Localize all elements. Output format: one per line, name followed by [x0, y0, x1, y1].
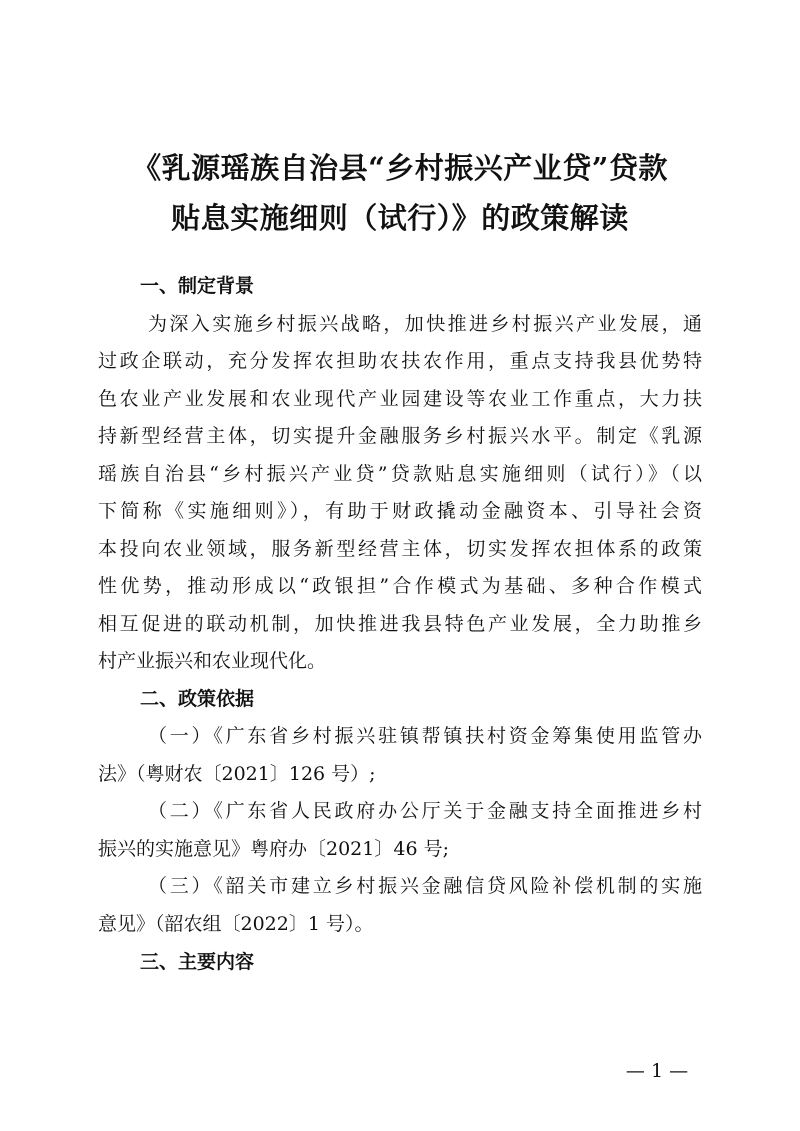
- policy-item-line: 意见》（韶农组〔2022〕1 号）。: [98, 913, 374, 935]
- policy-item-line: 法》（粤财农〔2021〕126 号）;: [98, 763, 376, 785]
- paragraph-line: 色农业产业发展和农业现代产业园建设等农业工作重点，大力扶: [98, 388, 702, 410]
- paragraph-line: 为深入实施乡村振兴战略，加快推进乡村振兴产业发展，通: [148, 313, 702, 335]
- paragraph-line: 持新型经营主体，切实提升金融服务乡村振兴水平。制定《乳源: [98, 425, 702, 447]
- policy-item-line: （三）《韶关市建立乡村振兴金融信贷风险补偿机制的实施: [148, 875, 702, 897]
- section-heading-policy-basis: 二、政策依据: [140, 688, 255, 710]
- document-title-line-2: 贴息实施细则（试行）》的政策解读: [171, 201, 629, 235]
- paragraph-line: 过政企联动，充分发挥农担助农扶农作用，重点支持我县优势特: [98, 350, 702, 372]
- paragraph-line: 下简称《实施细则》），有助于财政撬动金融资本、引导社会资: [98, 500, 702, 522]
- policy-item-line: 振兴的实施意见》粤府办〔2021〕46 号;: [98, 838, 449, 860]
- paragraph-line: 性优势，推动形成以“政银担”合作模式为基础、多种合作模式: [98, 575, 702, 597]
- paragraph-line: 相互促进的联动机制，加快推进我县特色产业发展，全力助推乡: [98, 613, 702, 635]
- section-heading-background: 一、制定背景: [140, 275, 255, 297]
- policy-item-line: （一）《广东省乡村振兴驻镇帮镇扶村资金筹集使用监管办: [148, 725, 702, 747]
- paragraph-line: 瑶族自治县“乡村振兴产业贷”贷款贴息实施细则（试行）》（以: [98, 463, 702, 485]
- policy-item-line: （二）《广东省人民政府办公厅关于金融支持全面推进乡村: [148, 800, 702, 822]
- document-title-line-1: 《乳源瑶族自治县“乡村振兴产业贷”贷款: [132, 151, 668, 185]
- paragraph-line: 村产业振兴和农业现代化。: [98, 650, 327, 672]
- paragraph-line: 本投向农业领域，服务新型经营主体，切实发挥农担体系的政策: [98, 538, 702, 560]
- page-number: — 1 —: [625, 1060, 689, 1082]
- section-heading-main-content: 三、主要内容: [140, 951, 255, 973]
